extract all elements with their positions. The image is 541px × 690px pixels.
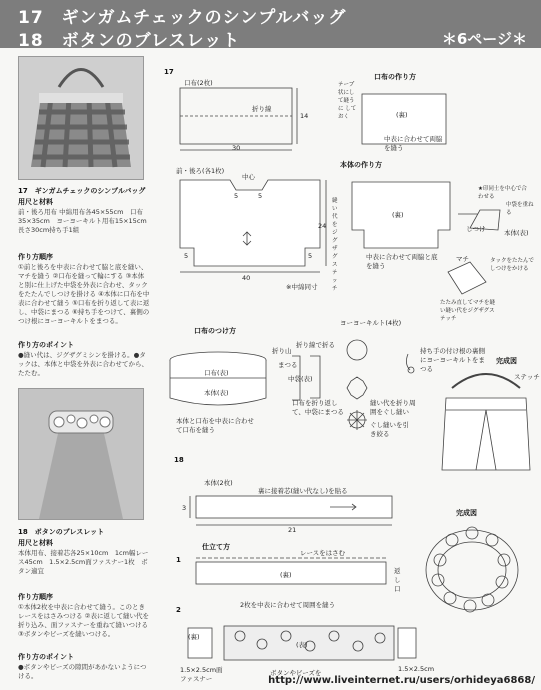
sekken-note: 裏に接着芯(縫い代なし)を貼る [258,487,348,495]
diagram-18-number: 18 [174,456,184,464]
kaeshi-label: 返し口 [394,567,401,593]
front-back-label: 前・後ろ(各1枚) [176,167,225,175]
source-url: http://www.liveinternet.ru/users/orhideya6868/ [268,675,535,686]
zigzag-label: 縫い代をジグザグステッチ [332,198,338,292]
stitch-label: ステッチ [514,373,540,381]
kuchinuno-2-label: 口布(2枚) [184,79,213,87]
tape-label: テープ状にして縫うに しておく [338,82,357,120]
bag-materials: 前・後ろ用布 中綿用布各45×55cm 口布35×35cm ヨーヨーキルト用布15×15cm 長さ30cm持ち手1組 [18,208,154,234]
machi-label: マチ [456,255,469,263]
step2-number: 2 [176,606,181,614]
bag-points: ●縫い代は、ジグザグミシンを掛ける。●タックは、本体と中袋を外表に合わせてから、たたむ。 [18,351,148,377]
bag-steps: ①前と後ろを中表に合わせて脇と底を縫い、マチを縫う ②口布を縫って輪にする ③本体と別に仕上げた中袋を外表に合わせ、タックをたたんでしつけを掛ける ④本体に口布を中表に合わせて縫う ⑤口布を折り返して表に返し、中袋にまつる ⑥持ち手をつけて、裏側のつけ根にヨーヨーキルトをまつる。 [18,263,150,325]
bracelet-materials-heading: 用尺と材料 [18,539,53,547]
dim-5c: 5 [184,252,189,260]
dim-30: 30 [232,144,241,152]
kuchinuno-omote-label: 口布(表) [204,369,229,377]
dim-5b: 5 [258,192,263,200]
lace-label: レースをはさむ [300,549,346,557]
kansei-17-heading: 完成図 [496,357,517,365]
nakabukuro-overlay: 中袋を重ねる [506,202,534,216]
honntai-howto-heading: 本体の作り方 [340,161,382,169]
bracelet-steps: ①本体2枚を中表に合わせて縫う。このときレースをはさみつける ②表に返して縫い代を折り込み、面ファスナーを重ねて縫いつける ③ボタンやビーズを縫いつける。 [18,603,149,638]
yoyo-note2: ぐし縫いを引き絞る [370,421,409,438]
diagram-17-number: 17 [164,68,174,76]
honntai-note: 中表に合わせて両脇と底を縫う [366,253,438,270]
nakawata-note: ※中綿同寸 [286,283,318,291]
dim-24: 24 [318,222,327,230]
honntai-ura: (裏) [392,211,404,219]
bracelet-steps-heading: 作り方順序 [18,593,53,601]
velcro-left-label: 1.5×2.5cm面ファスナー [180,666,223,683]
step2-omote: (表) [296,641,308,649]
kuchinuno-tsukekata-heading: 口布のつけ方 [194,327,236,335]
button-note: ボタンやビーズを [270,669,322,677]
nakabukuro-label: 中袋(表) [288,375,313,383]
step2-piece [224,626,394,660]
bracelet-points-heading: 作り方のポイント [18,653,74,661]
oriyama-label: 折り山 [272,347,292,355]
handle-note: 持ち手の付け根の裏側にヨーヨーキルトをまつる [420,347,485,373]
velcro-right-label: 1.5×2.5cm [398,665,435,673]
honntai-cap: 本体と口布を中表に合わせて口布を縫う [176,417,254,434]
kuchinuno-howto-heading: 口布の作り方 [374,73,416,81]
shitsuke-label: しつけ [466,225,486,233]
oriyama-note: 折り線で折る [296,341,335,349]
step1-number: 1 [176,556,181,564]
bag-steps-heading: 作り方順序 [18,253,53,261]
dim-5d: 5 [308,252,313,260]
kuchinuno-note: 中表に合わせて両脇を縫う [384,135,443,152]
tack-note: タックをたたんでしつけをかける [490,258,535,272]
step1-note: 2枚を中表に合わせて周囲を縫う [240,601,336,609]
return-note: 口布を折り返して、中袋にまつる [292,399,344,416]
step2-ura: (裏) [188,633,200,641]
bag-materials-heading: 用尺と材料 [18,198,53,206]
kuchinuno-ura: (裏) [396,111,408,119]
yoyo-label: ヨーヨーキルト(4枚) [340,319,402,327]
bracelet-points: ●ボタンやビーズの隙間があかないようにつける。 [18,663,147,680]
title-17: 17 ギンガムチェックのシンプルバッグ [18,8,347,28]
step1-ura: (裏) [280,571,292,579]
dim-3: 3 [182,504,187,512]
honntai-omote-label-2: 本体(表) [204,389,229,397]
bracelet-body-label: 本体(2枚) [204,479,233,487]
kansei-18-heading: 完成図 [456,509,477,517]
orisen-label: 折り線 [252,105,272,113]
bracelet-title: 18 ボタンのブレスレット [18,528,105,536]
bracelet-materials: 本体用布、接着芯各25×10cm 1cm幅レース45cm 1.5×2.5cm面ファスナー1枚 ボタン適宜 [18,549,149,575]
page-reference: ＊6ページ＊ [441,30,527,48]
finished-bag [442,398,530,470]
bracelet-body-pattern [196,496,392,518]
bag-title: 17 ギンガムチェックのシンプルバッグ [18,187,146,195]
machi-note: たたみ直してマチを縫い縫い代をジグザグステッチ [440,300,496,322]
dim-40: 40 [242,274,251,282]
front-back-pattern [180,180,320,266]
matsuru-label: まつる [278,361,298,369]
yoyo-note1: 縫い代を折り周囲をぐし縫い [370,399,416,416]
dim-21: 21 [288,526,297,534]
title-18: 18 ボタンのブレスレット [18,31,241,51]
bag-points-heading: 作り方のポイント [18,341,74,349]
dim-14: 14 [300,112,309,120]
center-label: 中心 [242,173,255,181]
honntai-omote-label: 本体(表) [504,229,529,237]
mark-note: ★印同士を中心で合わせる [478,186,527,200]
dim-5a: 5 [234,192,239,200]
shiage-heading: 仕立て方 [202,543,230,551]
